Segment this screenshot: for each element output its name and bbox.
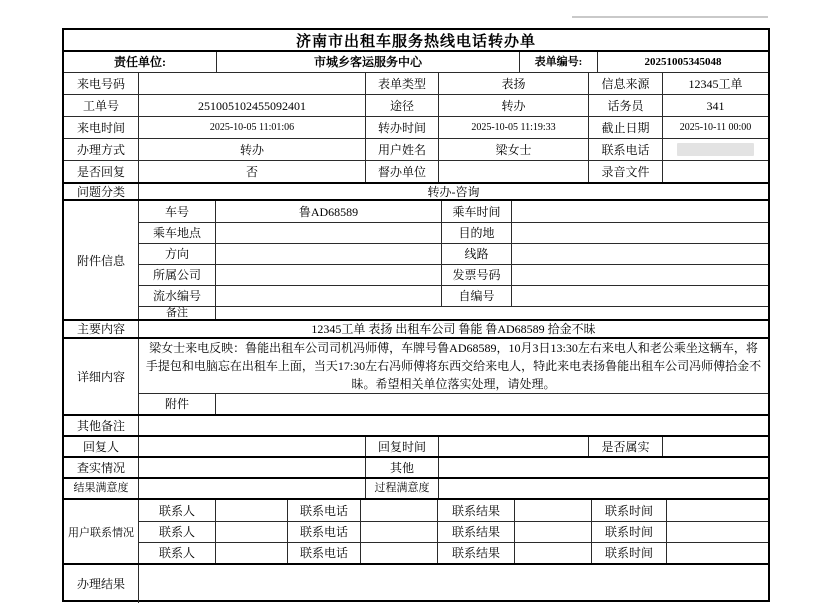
scan-artifact-line [572,16,768,18]
label-problem-category: 问题分类 [76,184,125,199]
verify-row [64,456,768,477]
attachment-row [139,222,768,243]
label-user-contact: 用户联系情况 [68,526,134,539]
value-contact-time [666,543,768,563]
label-company: 所属公司 [152,268,201,282]
value-transfer-time: 2025-10-05 11:19:33 [438,117,588,138]
label-process-satisfaction: 过程满意度 [365,479,438,498]
contact-row [139,542,768,563]
label-contact-time: 联系时间 [591,500,666,521]
label-contact-phone: 联系电话 [588,139,662,160]
category-row [64,182,768,199]
value-self-no [511,286,768,306]
label-verify-status: 查实情况 [76,460,125,475]
attachment-row [139,243,768,264]
value-destination [511,223,768,243]
caller-row [64,72,768,94]
label-invoice-no: 发票号码 [441,265,511,285]
value-contact-time [666,500,768,521]
value-company [215,265,441,285]
value-other [438,458,768,477]
attachment-row [139,264,768,285]
label-pickup-place: 乘车地点 [152,226,201,240]
label-attachment-info: 附件信息 [76,253,125,268]
label-call-time: 来电时间 [76,120,125,135]
label-main-content: 主要内容 [76,322,125,336]
result-row [64,563,768,603]
detail-text: 梁女士来电反映：鲁能出租车公司司机冯师傅，车牌号鲁AD68589，10月3日13:30左右来电人和老公乘坐这辆车，将手提包和电脑忘在出租车上面，当天17:30左右冯师傅将东西交给来电人，特此来电表扬鲁能出租车公司冯师傅拾金不昧。希望相关单位落实处理，请处理。 [145,341,762,391]
value-contact-person [215,522,287,542]
value-direction [215,244,441,264]
value-contact-person [215,543,287,563]
note-row [139,306,768,319]
label-other-note: 其他备注 [76,418,125,433]
contact-row [139,521,768,542]
label-supervise-unit: 督办单位 [365,161,438,182]
value-reply-time [438,437,588,456]
label-car-no: 车号 [164,204,189,219]
label-deadline: 截止日期 [588,117,662,138]
label-destination: 目的地 [441,223,511,243]
label-note: 备注 [166,307,188,319]
value-verify-status [138,458,365,477]
value-route [511,244,768,264]
value-recording-file [662,161,768,182]
value-invoice-no [511,265,768,285]
value-contact-phone [662,139,768,160]
method-row [64,138,768,160]
value-pickup-place [215,223,441,243]
attachment-row [139,201,768,222]
label-serial-no: 流水编号 [152,289,201,303]
contact-row [139,500,768,521]
form-title: 济南市出租车服务热线电话转办单 [295,32,536,50]
value-order-no: 251005102455092401 [138,95,365,116]
unit-row [64,50,768,72]
main-content-row [64,319,768,337]
value-caller-number [138,73,365,94]
detail-attachment-row [139,393,768,414]
value-problem-category: 转办-咨询 [138,184,768,199]
value-form-no: 20251005345048 [597,52,768,72]
value-channel: 转办 [438,95,588,116]
label-transfer-time: 转办时间 [365,117,438,138]
value-contact-phone [360,500,437,521]
label-operator: 话务员 [588,95,662,116]
label-responsible-unit: 责任单位: [114,55,166,69]
label-result-satisfaction: 结果满意度 [73,482,129,494]
value-main-content: 12345工单 表扬 出租车公司 鲁能 鲁AD68589 拾金不昧 [138,321,768,337]
value-contact-phone [360,522,437,542]
value-contact-time [666,522,768,542]
value-serial-no [215,286,441,306]
time-row [64,116,768,138]
value-operator: 341 [662,95,768,116]
value-supervise-unit [438,161,588,182]
value-handle-method: 转办 [138,139,365,160]
label-contact-result: 联系结果 [437,522,514,542]
value-other-note [138,416,768,435]
label-contact-result: 联系结果 [437,500,514,521]
label-direction: 方向 [164,247,189,261]
label-reply-time: 回复时间 [365,437,438,456]
value-contact-result [514,522,591,542]
value-contact-person [215,500,287,521]
value-contact-phone [360,543,437,563]
value-ride-time [511,201,768,222]
value-car-no: 鲁AD68589 [215,201,441,222]
label-ride-time: 乘车时间 [441,201,511,222]
value-user-name: 梁女士 [438,139,588,160]
label-info-source: 信息来源 [588,73,662,94]
value-result-satisfaction [138,479,365,498]
value-contact-result [514,500,591,521]
label-form-no: 表单编号: [519,52,597,72]
value-replied: 否 [138,161,365,182]
label-user-name: 用户姓名 [365,139,438,160]
label-self-no: 自编号 [441,286,511,306]
label-route: 线路 [441,244,511,264]
label-recording-file: 录音文件 [588,161,662,182]
label-form-type: 表单类型 [365,73,438,94]
attachment-row [139,285,768,306]
redacted-phone-value [677,143,754,156]
value-is-true [662,437,768,456]
value-contact-result [514,543,591,563]
title-row [64,30,768,50]
label-caller-number: 来电号码 [76,76,125,91]
value-process-satisfaction [438,479,768,498]
value-responsible-unit: 市城乡客运服务中心 [216,52,519,72]
detail-section [64,337,768,414]
other-note-row [64,414,768,435]
label-handle-result: 办理结果 [76,577,125,591]
value-call-time: 2025-10-05 11:01:06 [138,117,365,138]
label-contact-phone: 联系电话 [287,543,360,563]
label-channel: 途径 [365,95,438,116]
order-row [64,94,768,116]
value-info-source: 12345工单 [662,73,768,94]
satisfaction-row [64,477,768,498]
value-replier [138,437,365,456]
attachment-info-section [64,199,768,319]
label-contact-phone: 联系电话 [287,522,360,542]
label-contact-result: 联系结果 [437,543,514,563]
value-note [215,307,768,319]
label-contact-person: 联系人 [158,525,195,539]
label-is-true: 是否属实 [588,437,662,456]
label-attachment: 附件 [164,397,189,411]
transfer-form-table [62,28,770,602]
value-attachment [215,394,768,414]
label-contact-person: 联系人 [158,546,195,560]
label-order-no: 工单号 [82,98,119,113]
label-contact-time: 联系时间 [591,522,666,542]
label-detail-content: 详细内容 [76,370,125,384]
label-handle-method: 办理方式 [76,142,125,157]
value-handle-result [138,565,768,603]
replier-row [64,435,768,456]
label-other: 其他 [365,458,438,477]
label-contact-phone: 联系电话 [287,500,360,521]
label-replier: 回复人 [82,439,119,454]
label-replied: 是否回复 [76,164,125,179]
value-deadline: 2025-10-11 00:00 [662,117,768,138]
reply-row [64,160,768,182]
label-contact-person: 联系人 [158,503,195,518]
label-contact-time: 联系时间 [591,543,666,563]
value-form-type: 表扬 [438,73,588,94]
contact-section [64,498,768,563]
